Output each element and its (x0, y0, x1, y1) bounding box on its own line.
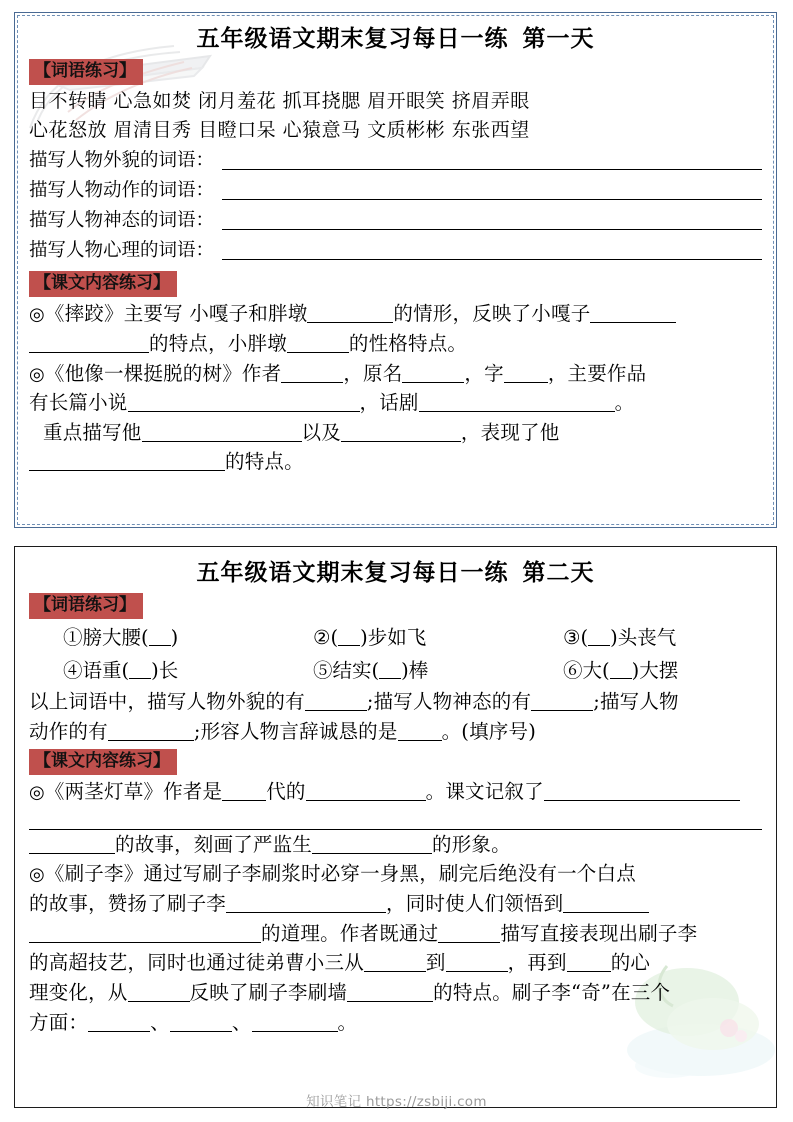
question-1-text-2: 的情形，反映了小嘎子 (393, 302, 591, 326)
day2-q2-text-7: 到 (425, 951, 446, 975)
blank-d2q2-3[interactable] (29, 925, 261, 943)
title-day-text: 第一天 (522, 25, 595, 52)
word-item-3-number: ③ (563, 625, 581, 649)
blank-q2-4[interactable] (128, 394, 360, 412)
site-watermark: 知识笔记 https://zsbiji.com (306, 1094, 487, 1110)
word-item-4-number: ④ (63, 658, 83, 682)
blank-q2-1[interactable] (281, 365, 343, 383)
word-item-1-number: ① (63, 625, 83, 649)
word-item-2-before: ( (330, 625, 339, 649)
blank-q2-5[interactable] (419, 394, 615, 412)
question-1-line-1 (29, 299, 762, 329)
day2-question-2-line-1 (29, 859, 762, 889)
worksheet-panel-day-two (14, 546, 777, 1108)
summary-line-2 (29, 717, 762, 747)
question-1-text-3: 的特点，小胖墩 (149, 331, 287, 355)
section-badge-word-exercise-day-two: 【词语练习】 (29, 593, 143, 619)
summary-text-4: 动作的有 (29, 719, 108, 743)
category-label-expression: 描写人物神态的词语： (29, 210, 215, 232)
category-row-expression (29, 209, 762, 234)
answer-rule-action[interactable] (222, 183, 762, 200)
word-item-5-before: 结实( (332, 658, 380, 682)
worksheet-panel-day-one (14, 12, 777, 528)
day2-q2-text-10: 理变化，从 (29, 980, 128, 1004)
day2-q2-text-9: 的心 (610, 951, 651, 975)
idiom-line-1: 目不转睛 心急如焚 闭月羞花 抓耳挠腮 眉开眼笑 挤眉弄眼 (29, 89, 530, 112)
day2-q2-text-5: 描写直接表现出刷子李 (500, 921, 698, 945)
blank-d2q2-7[interactable] (567, 954, 611, 972)
day2-q2-text-4: 的道理。作者既通过 (261, 921, 439, 945)
blank-d2q2-1[interactable] (226, 895, 386, 913)
day2-q1-text-4: 的故事，刻画了严监生 (115, 832, 313, 856)
blank-summary-1[interactable] (305, 693, 367, 711)
day2-q2-text-12: 的特点。刷子李“奇”在三个 (433, 980, 671, 1004)
blank-q2-3[interactable] (504, 365, 548, 383)
day2-q2-text-14: 、 (150, 1010, 170, 1034)
day2-q2-text-1: 《刷子李》通过写刷子李刷浆时必穿一身黑，刷完后绝没有一个白点 (44, 862, 636, 886)
day2-question-2-line-3 (29, 919, 762, 949)
day2-q2-text-3: ，同时使人们领悟到 (386, 892, 564, 916)
question-1-line-2 (29, 329, 762, 359)
blank-d2q1-4[interactable] (29, 809, 762, 830)
blank-d2q2-4[interactable] (438, 925, 500, 943)
blank-q2-2[interactable] (402, 365, 464, 383)
question-marker-1: ◎ (29, 304, 45, 326)
question-2-text-11: 的特点。 (225, 450, 304, 474)
blank-q1-3[interactable] (29, 335, 149, 353)
section-badge-word-exercise-day-one: 【词语练习】 (29, 59, 143, 85)
title-day-text-two: 第二天 (522, 559, 595, 586)
question-2-text-5: 有长篇小说 (29, 391, 128, 415)
idiom-line-2: 心花怒放 眉清目秀 目瞪口呆 心猿意马 文质彬彬 东张西望 (29, 118, 530, 141)
word-item-1-before: 膀大腰( (82, 625, 149, 649)
word-item-4-before: 语重( (82, 658, 130, 682)
blank-d2q1-5[interactable] (29, 836, 115, 854)
question-2-text-3: ，字 (464, 361, 504, 385)
question-2-line-3 (29, 418, 762, 448)
day2-question-2-line-6 (29, 1008, 762, 1038)
word-item-3-after: )头丧气 (610, 625, 677, 649)
word-item-5-number: ⑤ (313, 658, 333, 682)
word-item-6-after: )大摆 (631, 658, 679, 682)
word-item-6-before: 大( (582, 658, 610, 682)
category-row-appearance (29, 149, 762, 174)
question-2-text-8: 重点描写他 (43, 420, 142, 444)
day2-q2-text-8: ，再到 (507, 951, 567, 975)
category-label-psychology: 描写人物心理的词语： (29, 240, 215, 262)
section-badge-text-exercise-day-two: 【课文内容练习】 (29, 749, 177, 775)
question-2-text-2: ，原名 (343, 361, 403, 385)
blank-d2q1-1[interactable] (222, 783, 266, 801)
page-title-day-two (29, 559, 762, 588)
question-2-text-10: ，表现了他 (460, 420, 560, 444)
blank-word-5[interactable] (379, 663, 401, 679)
day2-q1-text-3: 。课文记叙了 (425, 780, 544, 804)
day2-q2-text-13: 方面： (29, 1010, 89, 1034)
summary-text-1: 以上词语中，描写人物外貌的有 (29, 689, 305, 713)
word-item-3-before: ( (580, 625, 589, 649)
blank-q1-4[interactable] (287, 335, 349, 353)
category-row-psychology (29, 239, 762, 264)
day2-question-2-line-5 (29, 978, 762, 1008)
word-item-1 (63, 621, 313, 654)
question-2-line-1 (29, 359, 762, 389)
blank-q2-7[interactable] (341, 424, 461, 442)
blank-word-1[interactable] (149, 630, 171, 646)
blank-d2q1-6[interactable] (312, 836, 432, 854)
day2-question-marker-2: ◎ (29, 864, 45, 886)
blank-summary-3[interactable] (108, 723, 194, 741)
summary-text-6: 。(填序号) (441, 719, 537, 743)
day2-q1-text-2: 代的 (266, 780, 306, 804)
blank-q2-6[interactable] (142, 424, 302, 442)
word-item-4 (63, 654, 313, 687)
day2-q1-text-5: 的形象。 (432, 832, 511, 856)
answer-rule-psychology[interactable] (222, 243, 762, 260)
word-item-3 (563, 621, 762, 654)
question-2-line-2 (29, 388, 762, 418)
word-item-2-number: ② (313, 625, 331, 649)
question-2-text-4: ，主要作品 (547, 361, 647, 385)
day2-question-1-line-1 (29, 777, 762, 807)
word-item-2-after: )步如飞 (360, 625, 427, 649)
day2-question-marker-1: ◎ (29, 782, 45, 804)
blank-q2-8[interactable] (29, 453, 225, 471)
category-row-action (29, 179, 762, 204)
day2-question-1-line-3 (29, 830, 762, 860)
day2-q1-text-1: 《两茎灯草》作者是 (44, 780, 223, 804)
title-main-text-two: 五年级语文期末复习每日一练 (196, 559, 509, 586)
category-label-action: 描写人物动作的词语： (29, 180, 215, 202)
blank-d2q2-9[interactable] (347, 984, 433, 1002)
day2-question-2-line-2 (29, 889, 762, 919)
word-item-2 (313, 621, 563, 654)
question-2-line-4 (29, 447, 762, 477)
word-item-5 (313, 654, 563, 687)
blank-d2q2-12[interactable] (252, 1014, 338, 1032)
blank-d2q1-3[interactable] (544, 783, 740, 801)
blank-word-6[interactable] (610, 663, 632, 679)
summary-text-5: ;形容人物言辞诚恳的是 (193, 719, 398, 743)
blank-d2q2-2[interactable] (563, 895, 649, 913)
blank-summary-2[interactable] (531, 693, 593, 711)
page-title-day-one (29, 25, 762, 54)
section-badge-text-exercise-day-one: 【课文内容练习】 (29, 271, 177, 297)
question-1-text-1: 《摔跤》主要写 小嘎子和胖墩 (44, 302, 308, 326)
category-label-appearance: 描写人物外貌的词语： (29, 150, 215, 172)
blank-q1-2[interactable] (590, 305, 676, 323)
day2-q2-text-16: 。 (337, 1010, 358, 1034)
blank-d2q2-8[interactable] (128, 984, 190, 1002)
question-2-text-9: 以及 (301, 420, 341, 444)
question-marker-2: ◎ (29, 363, 45, 385)
blank-word-3[interactable] (588, 630, 610, 646)
blank-d2q2-11[interactable] (170, 1014, 232, 1032)
summary-text-3: ;描写人物 (593, 689, 679, 713)
question-2-text-1: 《他像一棵挺脱的树》作者 (44, 361, 282, 385)
blank-d2q1-2[interactable] (306, 783, 426, 801)
blank-q1-1[interactable] (307, 305, 393, 323)
day2-question-2-line-4 (29, 948, 762, 978)
day2-q2-text-6: 的高超技艺，同时也通过徒弟曹小三从 (29, 951, 364, 975)
title-main-text: 五年级语文期末复习每日一练 (196, 25, 509, 52)
blank-d2q2-5[interactable] (364, 954, 426, 972)
day2-q2-text-2: 的故事，赞扬了刷子李 (29, 892, 227, 916)
word-item-4-after: )长 (151, 658, 179, 682)
day2-q2-text-11: 反映了刷子李刷墙 (189, 980, 348, 1004)
question-2-text-7: 。 (614, 391, 635, 415)
word-item-5-after: )棒 (401, 658, 429, 682)
word-item-6-number: ⑥ (563, 658, 583, 682)
word-exercise-grid (29, 621, 762, 687)
blank-word-2[interactable] (338, 630, 360, 646)
blank-summary-4[interactable] (398, 723, 442, 741)
answer-rule-appearance[interactable] (222, 153, 762, 170)
summary-line-1 (29, 687, 762, 717)
blank-d2q2-6[interactable] (446, 954, 508, 972)
blank-word-4[interactable] (129, 663, 151, 679)
blank-d2q2-10[interactable] (88, 1014, 150, 1032)
question-1-text-4: 的性格特点。 (348, 331, 468, 355)
question-2-text-6: ，话剧 (359, 391, 419, 415)
word-item-1-after: ) (170, 625, 179, 649)
summary-text-2: ;描写人物神态的有 (366, 689, 532, 713)
word-item-6 (563, 654, 762, 687)
answer-rule-expression[interactable] (222, 213, 762, 230)
day2-q2-text-15: 、 (231, 1010, 252, 1034)
